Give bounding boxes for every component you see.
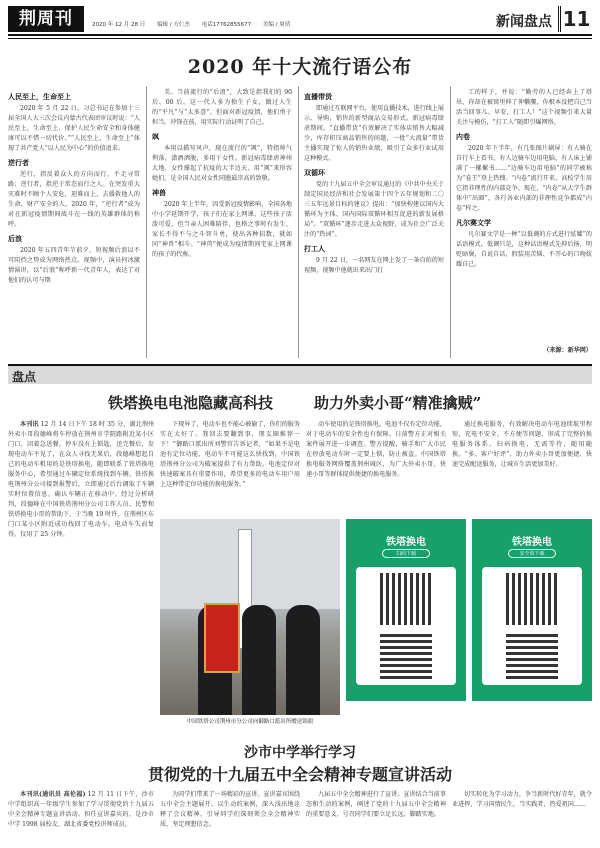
school-col-2 <box>160 790 300 844</box>
issue-info <box>92 20 300 28</box>
term-text: 党的十九届五中全会审议通过的《中共中央关于制定国民经济和社会发展第十四个五年规划和二〇三五年远景目标的建议》提出：“加快构建以国内大循环为主体、国内国际双循环相互促进的新发展格局”。“双循环”逐步走进大众视野，成为社会广泛关注的“热词”。 <box>304 181 444 238</box>
term-text: 即通过互联网平台，使用直播技术，进行线上展示、导购，销售的新型商品交易形式。新冠病毒肆虐期间，“直播带货”有效解决了实体店销售大幅减少，库存积压商品销售的问题，一批“大流量”带货主播实现了惊人的销售业绩，吸引了众多行业试用这种模式。 <box>304 105 444 162</box>
qr-code-icon <box>380 573 432 625</box>
source-note: （来源：新华网） <box>543 347 592 354</box>
school-col-4 <box>452 790 592 844</box>
term-heading: 内卷 <box>456 133 470 141</box>
term-text: 逆行，指反着众人的方向而行，不走寻常路；逆行者，指逆于常态而行之人。在突发重大灾难时不顾个人安危，迎难而上，去援救他人的生命、财产安全的人。2020 年，“逆行者”成为对在新冠疫情期间战斗在一线的英雄群体的称呼。 <box>8 171 140 228</box>
term-text: 2020 年上半年，因受新冠疫情影响，全国各地中小学延期开学，孩子们在家上网课。这些孩子活泼可爱，但当亲人困难陪伴，也格之事时有发生，家长不得不与之斗智斗勇，使出各种招数，就如同“神兽”相斗。“神兽”便成为疫情期间宅家上网课的孩子的代称。 <box>152 201 292 258</box>
byline: 本刊讯(通讯员 高伦福) <box>20 791 86 798</box>
term-heading: 凡尔赛文学 <box>456 219 491 227</box>
buzzwords-col-2 <box>152 88 292 358</box>
phone: 电话17762855677 <box>201 22 252 28</box>
term-text: 2020 年五四青年节前夕，短视频后浪以不可阻挡之势成为网络热点。视频中，演员何冰激情演讲，以“后浪”称呼新一代青年人，表达了对他们的认可与期 <box>8 247 140 284</box>
download-button: 安全放下载 <box>508 549 556 558</box>
article-text: 12 月 14 日下午 18 时 35 分，湖北荆州外卖小哥段德峰将车停放在荆州市学院路附近某小区门口，因着急送餐，停车没有上锁匙，送完餐后，发现电动车不见了，在众人寻找无果后，段德峰想起自己的电动车租用的是铁塔换电，随即联系了铁塔换电服务中心，希望通过车辆定位系统找到车辆。铁塔换电荆州分公司接到报警后，立即通过后台调取了车辆实时位置信息，确认车辆正在移动中。经过分析研判，段德峰在中国铁塔荆州分公司工作人员、民警和铁塔换电小哥的帮助下，于当晚 19 时许，在荆州区东门口某小区附近成功找回了电动车。电动车失而复得，仅用了 25 分钟。 <box>8 421 154 538</box>
article-text: 动车使用的是铁塔换电。电池不仅有定位功能，对于电动车的安全性也有保障。日前警方正对相关案件展开进一步调查。警方提醒，骑手和广大市民在停放电动车时一定要上锁，防止被盗。中国铁塔换电服务网络覆盖荆州城区，为广大外卖小哥、快递小哥等群体提供便捷的换电服务。 <box>306 421 446 478</box>
term-text: 2020 年 5 月 22 日，习总书记在参加十三届全国人大三次会议内蒙古代表团审议时说：“人民至上，生命至上，保护人民生命安全和身体健康可以不惜一切代价。”“人民至上，生命至上”体现了共产党人“以人民为中心”的价值追求。 <box>8 105 140 152</box>
masthead <box>8 6 592 32</box>
app-screenshot-2 <box>472 519 592 701</box>
term-heading: 人民至上，生命至上 <box>8 93 71 101</box>
term-text: 凡尔赛文学是一种“以低调的方式进行炫耀”的话语模式。低调只是，这种话语模式先抑后扬，明贬暗褒，自说自话，假装用苦恼、不开心的口吻炫耀自己。 <box>456 231 592 268</box>
top-rule-thin <box>8 38 592 39</box>
article-text: 12 月 11 日下午，沙市中学组织高一年级学生参加了学习贯彻党的十九届五中全会精神专题宣讲活动。担任宣讲嘉宾的，是沙市中学 1998 届校友、湖北省委党校讲师成员， <box>8 791 154 828</box>
byline: 本刊讯 <box>20 421 39 428</box>
article-title-tower: 铁塔换电电池隐藏高科技 <box>108 394 274 412</box>
editor: 编辑 / 方仁杰 <box>157 22 190 28</box>
article-title-school-1: 沙市中学举行学习 <box>244 745 356 761</box>
news-photo <box>160 519 340 715</box>
app-screenshot-1 <box>346 519 466 701</box>
tower-col-1 <box>8 420 154 716</box>
designer: 美编 / 周倩 <box>262 22 291 28</box>
term-text: 9 月 22 日，一名网友在网上发了一条自拍的短视频，视频中他就出来出门打 <box>304 257 444 274</box>
download-button: 扫码下载 <box>382 549 430 558</box>
qr-code-icon <box>506 573 558 625</box>
article-title-buzzwords: 2020 年十大流行语公布 <box>187 56 413 78</box>
term-text: 本用以描写风声，现在流行的“飒”，特指帅气利落，潇洒洒脱，多用于女性。新冠病毒肆虐神州大地，女性撑起了抗疫的大半边天，用“飒”来形容她们，是全国人民对女性同胞最崇高的致敬。 <box>152 145 292 182</box>
article-title-school-2: 贯彻党的十九届五中全会精神专题宣讲活动 <box>147 765 452 784</box>
buzzwords-col-4 <box>456 88 592 346</box>
buzzwords-col-3 <box>304 88 444 358</box>
section-band <box>8 364 592 384</box>
article-text: 为同学们带来了一场精彩的宣讲。宣讲嘉宾围绕五中全会主题展开，以生动的案例，深入浅出地诠释了会议精神，引导同学们深刻领会全会精神实质，坚定理想信念。 <box>160 791 300 828</box>
term-heading: 后浪 <box>8 235 22 243</box>
article-title-rider: 助力外卖小哥“精准擒贼” <box>314 394 482 412</box>
term-heading: 神兽 <box>152 189 166 197</box>
column-divider <box>146 86 147 358</box>
term-text: 美。当前流行的“后浪”，大致是指我们的 90 后、00 后。这一代人多为独生子女，做过人生的“平凡”与“太多意”，但面对新冠疫情，他们勇于担当，冲锋在前，用实际行动证明了自己。 <box>152 89 292 126</box>
tower-col-4 <box>452 420 592 516</box>
article-text: 九届五中全会精神进行了宣讲。宣讲结合当前事态和生动的案例，阐述了党的十九届五中全会精神的重要意义，号召同学们要立足长远，脚踏实地。 <box>306 791 446 818</box>
article-text: 切实转化为学习动力，争当新时代好青年，就令业进挥，学习国情民生，当实践者，热爱祖国…… <box>452 791 592 808</box>
top-rule <box>8 34 592 36</box>
column-divider <box>298 86 299 358</box>
page-number: 11 <box>558 6 592 32</box>
tower-col-3 <box>306 420 446 516</box>
term-heading: 打工人 <box>304 245 325 253</box>
qr-code-icon <box>506 631 558 679</box>
term-heading: 飒 <box>152 133 159 141</box>
article-text: 下现异了，电动车也不能心被偷了，你们的服务实在太好了。我回去要翻到事，朋友圈推荐一下！”御路口派出所刘警官告诉记者，“如果不是电池有定位功能，电动车不可能这么快找到，中国铁塔荆州分公司为破案提供了有力帮助。电池定位对快速破案具有重要作用，希望更多的电动车用户用上这种带定位功能的换电服务。” <box>160 421 300 488</box>
term-heading: 双循环 <box>304 169 325 177</box>
term-text: 2020 年下半年，有几张图片刷屏：有人骑在自行车上看书，有人边骑车边用电脑，有人床上铺满了一摞摞书……“边骑车边用电脑”的同学被称为“卷王”登上热搜。“内卷”流行开来，高校学生用它指非理性的内部竞争。现在，“内卷”从大学生群体中“出圈”，各行各业内部的非理性竞争都成“内卷”样之。 <box>456 145 592 212</box>
term-heading: 逆行者 <box>8 159 29 167</box>
term-heading: 直播带货 <box>304 93 332 101</box>
qr-code-icon <box>380 631 432 679</box>
article-text: 通过换电服务，有效解决电动车电池续航里程短、充电不安全、不方便等问题，形成了完整的换电服务体系。扫码换电，无需等待，随用随换。“多、客户好评”，助力外卖小哥更加便捷、快速完成配送服务，让城市生活更加美好。 <box>452 421 592 468</box>
school-col-1 <box>8 790 154 844</box>
app-title: 铁塔换电 <box>512 537 552 548</box>
photo-caption: 中国铁塔公司荆州市分公司向御路口派出所赠送锦旗 <box>186 719 314 725</box>
term-text: 工的样子，并说：“勤劳的人已经奔上了塔吊，你却在被窝里伸了伸懒腰，你根本没把自己当活当回事儿。早安，打工人！”这个视频引来大量关注与模仿，“打工人”随即引爆网络。 <box>456 89 592 126</box>
buzzwords-col-1 <box>8 88 140 358</box>
issue-date: 2020 年 12 月 28 日 <box>92 22 146 28</box>
section-label: 新闻盘点 <box>496 14 552 30</box>
school-col-3 <box>306 790 446 844</box>
section-band-label: 盘点 <box>12 370 37 384</box>
column-divider <box>450 86 451 358</box>
app-title: 铁塔换电 <box>386 537 426 548</box>
newspaper-logo: 荆周刊 <box>8 6 84 32</box>
tower-col-2 <box>160 420 300 516</box>
